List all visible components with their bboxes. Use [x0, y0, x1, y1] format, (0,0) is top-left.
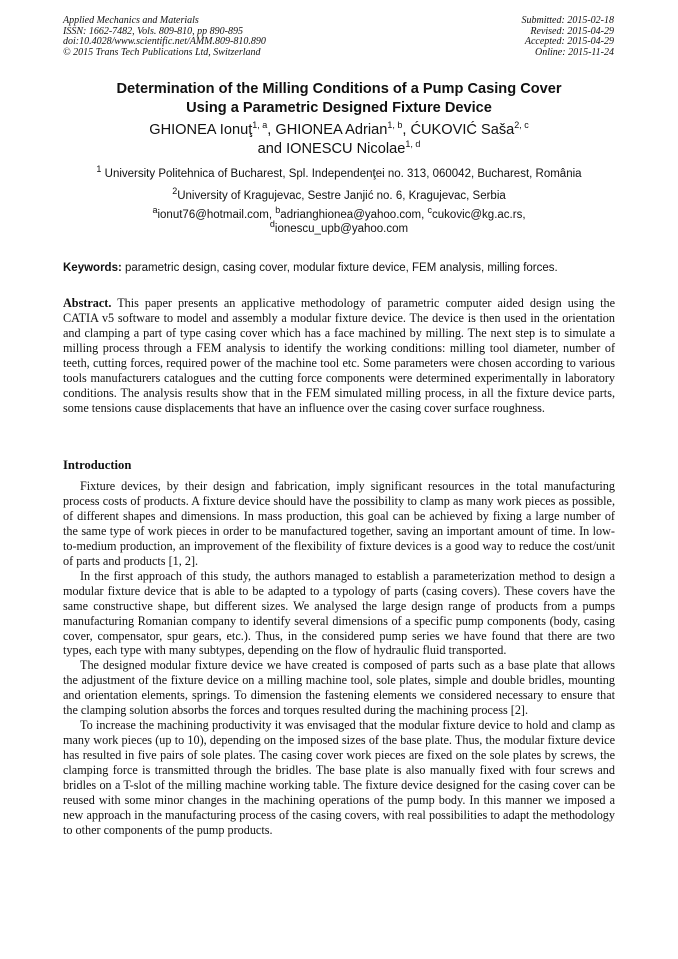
journal-name: Applied Mechanics and Materials	[63, 15, 199, 26]
author-name: GHIONEA Adrian	[275, 122, 388, 138]
author-affiliation-mark: 1, b	[387, 120, 403, 131]
email-mark: c	[427, 205, 433, 216]
doi-line: doi:10.4028/www.scientific.net/AMM.809-810.890	[63, 36, 266, 48]
abstract	[63, 296, 615, 416]
affiliation-number: 1	[96, 164, 102, 175]
authors-line-2	[40, 140, 638, 159]
emails-line-2	[60, 218, 618, 237]
author-name: IONESCU Nicolae	[286, 141, 406, 157]
title-line-1: Determination of the Milling Conditions of a Pump Casing Cover	[116, 81, 562, 97]
email-b: adrianghionea@yahoo.com,	[280, 209, 425, 221]
author-name: GHIONEA Ionuţ	[149, 122, 253, 138]
submitted-date: Submitted: 2015-02-18	[521, 15, 614, 26]
copyright-line: © 2015 Trans Tech Publications Ltd, Switzerland	[63, 46, 261, 58]
affiliation-text: University Politehnica of Bucharest, Spl. Independenţei no. 313, 060042, Bucharest, România	[104, 168, 582, 180]
title-line-2: Using a Parametric Designed Fixture Device	[186, 99, 492, 116]
revised-date: Revised: 2015-04-29	[530, 25, 614, 37]
authors-line-1: GHIONEA Ionuţ$^{1, a}$, GHIONEA Adrian$^{1, b}$, ĆUKOVIĆ Saša$^{2, c}$	[149, 120, 529, 138]
keywords	[63, 261, 615, 275]
affiliation-text: University of Kragujevac, Sestre Janjić no. 6, Kragujevac, Serbia	[177, 190, 506, 202]
author-conjunction: and	[257, 141, 283, 157]
affiliation-2	[40, 186, 638, 203]
emails-line-1	[60, 205, 618, 223]
paragraph: In the first approach of this study, the authors managed to establish a parameterization method to design a modular fixture device that is able to be adapted to a typology of parts (casing covers). These covers have the same constructive shape, but different sizes. We analysed the large design range of products from a pumps manufacturing Romanian company to identify several dimensions of a specific pump components (body, casing cover, compensator, spur gears, etc.). Thus, in the considered pump series we have found that there are two types, each type with many subtypes, depending on the flow of hydraulic fluid transported.	[63, 568, 615, 658]
email-a: ionut76@hotmail.com,	[157, 209, 273, 221]
paragraph: To increase the machining productivity it was envisaged that the modular fixture device to hold and clamp as many work pieces (up to 10), depending on the imposed sizes of the base plate. Thus, the modular fixture device has resulted in five pairs of sole plates. The casing cover work pieces are fixed on the sole plates by screws, the clamping force is transmitted through the bridles. The base plate is also manually fixed with four screws and bridles on a T-slot of the milling machine working table. The fixture device designed for the casing cover can be reused with some minor changes in the machining operations of the pump body. In this manner we imposed a new approach in the manufacturing process of the casing covers, with real possibilities to adapt the methodology to other components of the pump products.	[63, 718, 615, 837]
author-name: ĆUKOVIĆ Saša	[410, 122, 515, 138]
abstract-text: This paper presents an applicative methodology of parametric computer aided design using the CATIA v5 software to model and assembly a modular fixture device. The device is then used in the orientation and clamping a part of type casing cover which has a face machined by milling. The next step is to simulate a milling process through a FEM analysis to identify the working conditions: milling tool diameter, number of teeth, cutting forces, required power of the machine tool etc. Some parameters were chosen according to various tools manufacturers catalogues and the cutting force components were determined experimentally in laboratory conditions. The analysis results show that in the FEM simulated milling process, in all the fixture device parts, some tensions cause displacements that have an influence over the casing cover surface roughness.	[63, 296, 616, 415]
introduction-body	[63, 479, 615, 838]
author-affiliation-mark: 2, c	[514, 120, 529, 131]
email-mark: a	[152, 205, 158, 216]
email-c: cukovic@kg.ac.rs,	[432, 209, 526, 221]
paragraph: Fixture devices, by their design and fabrication, imply significant resources in the total manufacturing process costs of products. A fixture device should have the possibility to clamp as many work pieces as possible, of different shapes and dimensions. In mass production, this goal can be achieved by fixing a large number of the same type of work pieces in order to be manufactured together, saving an important amount of time. In low-to-medium production, an improvement of the flexibility of fixture devices is a good way to reduce the cost/unit of parts and products [1, 2].	[63, 479, 615, 568]
affiliation-1	[40, 164, 638, 181]
author-list	[40, 121, 638, 159]
author-affiliation-mark: 1, a	[252, 120, 268, 131]
email-d: ionescu_upb@yahoo.com	[274, 222, 409, 235]
section-heading-introduction: Introduction	[63, 458, 132, 472]
accepted-date: Accepted: 2015-04-29	[524, 36, 614, 48]
paper-title	[40, 80, 638, 117]
affiliation-number: 2	[172, 186, 178, 197]
email-mark: b	[275, 205, 281, 216]
paragraph: The designed modular fixture device we have created is composed of parts such as a base plate that allows the adjustment of the fixture device on a milling machine tool, sole plates, simple and double bridles, mounting and orientation elements, springs. To dimension the fastening elements we considered necessary to ensure that the clamping solution absorbs the forces and torques resulted during the machining process [2].	[63, 658, 615, 718]
author-affiliation-mark: 1, d	[405, 139, 421, 150]
email-mark: d	[269, 218, 275, 229]
author-emails	[60, 205, 618, 236]
online-date: Online: 2015-11-24	[535, 46, 614, 58]
journal-info	[63, 16, 266, 58]
keywords-text: parametric design, casing cover, modular fixture device, FEM analysis, milling forces.	[125, 262, 558, 274]
abstract-label: Abstract.	[63, 296, 112, 310]
issn-line: ISSN: 1662-7482, Vols. 809-810, pp 890-895	[63, 25, 243, 37]
submission-dates	[522, 16, 615, 58]
keywords-label: Keywords:	[63, 262, 122, 274]
